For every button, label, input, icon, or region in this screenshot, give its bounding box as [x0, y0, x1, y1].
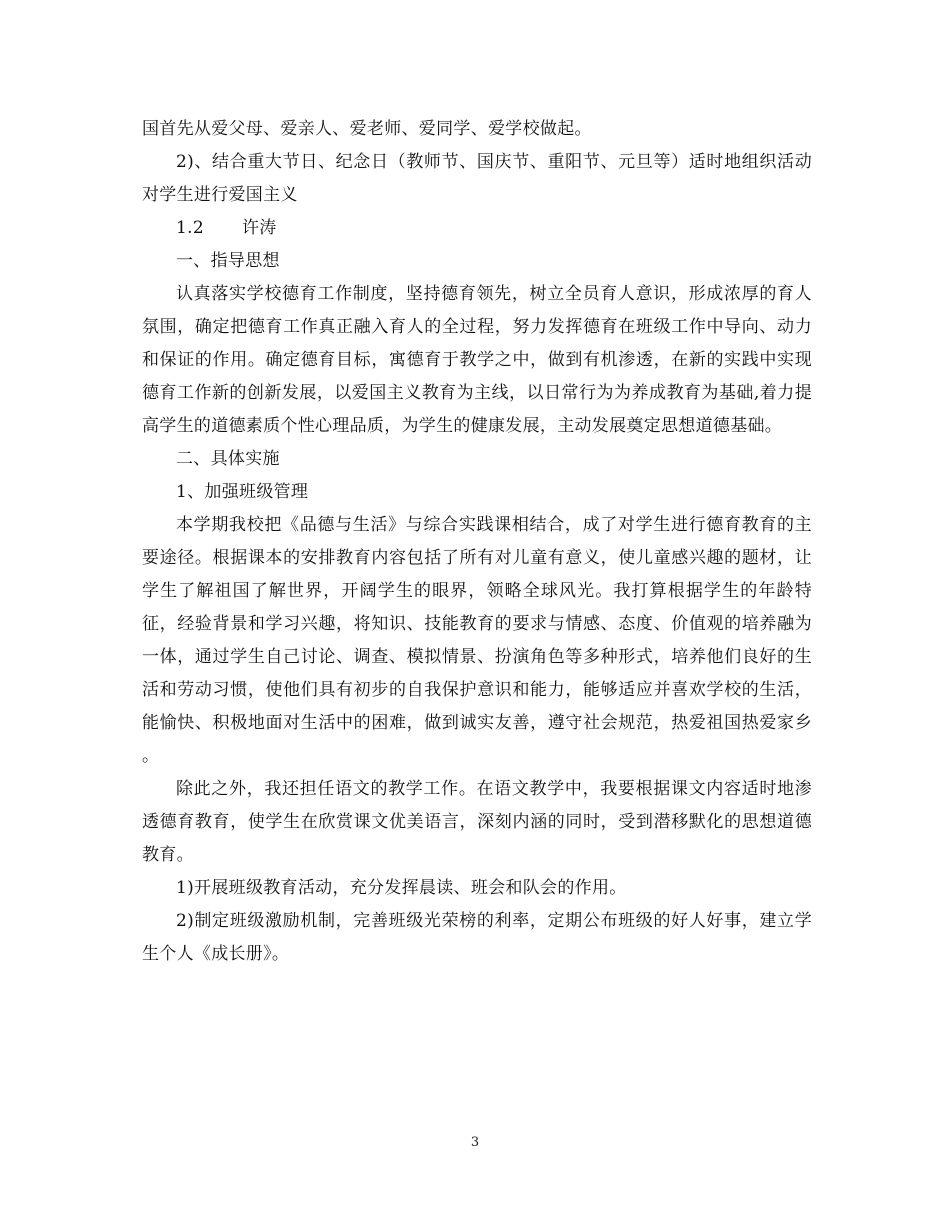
- heading: 二、具体实施: [176, 449, 280, 469]
- paragraph: 2)、结合重大节日、纪念日（教师节、国庆节、重阳节、元旦等）适时地组织活动对学生进行爱国主义: [142, 152, 812, 205]
- page-number: 3: [470, 1135, 480, 1150]
- document-body: [142, 113, 812, 971]
- paragraph: 本学期我校把《品德与生活》与综合实践课相结合，成了对学生进行德育教育的主要途径。根据课本的安排教育内容包括了所有对儿童有意义，使儿童感兴趣的题材，让学生了解祖国了解世界，开阔学生的眼界，领略全球风光。我打算根据学生的年龄特征，经验背景和学习兴趣，将知识、技能教育的要求与情感、态度、价值观的培养融为一体，通过学生自己讨论、调查、模拟情景、扮演角色等多种形式，培养他们良好的生活和劳动习惯，使他们具有初步的自我保护意识和能力，能够适应并喜欢学校的生活，能愉快、积极地面对生活中的困难，做到诚实友善，遵守社会规范，热爱祖国热爱家乡 。: [142, 515, 812, 766]
- section-heading: [142, 212, 812, 245]
- section-number: 1.2: [176, 218, 204, 238]
- section-name: 许涛: [241, 218, 277, 238]
- list-item: 1)开展班级教育活动，充分发挥晨读、班会和队会的作用。: [176, 878, 627, 898]
- paragraph: 国首先从爱父母、爱亲人、爱老师、爱同学、爱学校做起。: [142, 119, 592, 139]
- paragraph: 认真落实学校德育工作制度，坚持德育领先，树立全员育人意识，形成浓厚的育人氛围，确定把德育工作真正融入育人的全过程，努力发挥德育在班级工作中导向、动力和保证的作用。确定德育目标，寓德育于教学之中，做到有机渗透，在新的实践中实现德育工作新的创新发展，以爱国主义教育为主线，以日常行为为养成教育为基础,着力提高学生的道德素质个性心理品质，为学生的健康发展，主动发展奠定思想道德基础。: [142, 284, 812, 436]
- heading: 一、指导思想: [176, 251, 280, 271]
- heading: 1、加强班级管理: [176, 482, 309, 502]
- paragraph: 除此之外，我还担任语文的教学工作。在语文教学中，我要根据课文内容适时地渗透德育教育，使学生在欣赏课文优美语言，深刻内涵的同时，受到潜移默化的思想道德教育。: [142, 779, 812, 865]
- list-item: 2)制定班级激励机制，完善班级光荣榜的利率，定期公布班级的好人好事，建立学生个人《成长册》。: [142, 911, 812, 964]
